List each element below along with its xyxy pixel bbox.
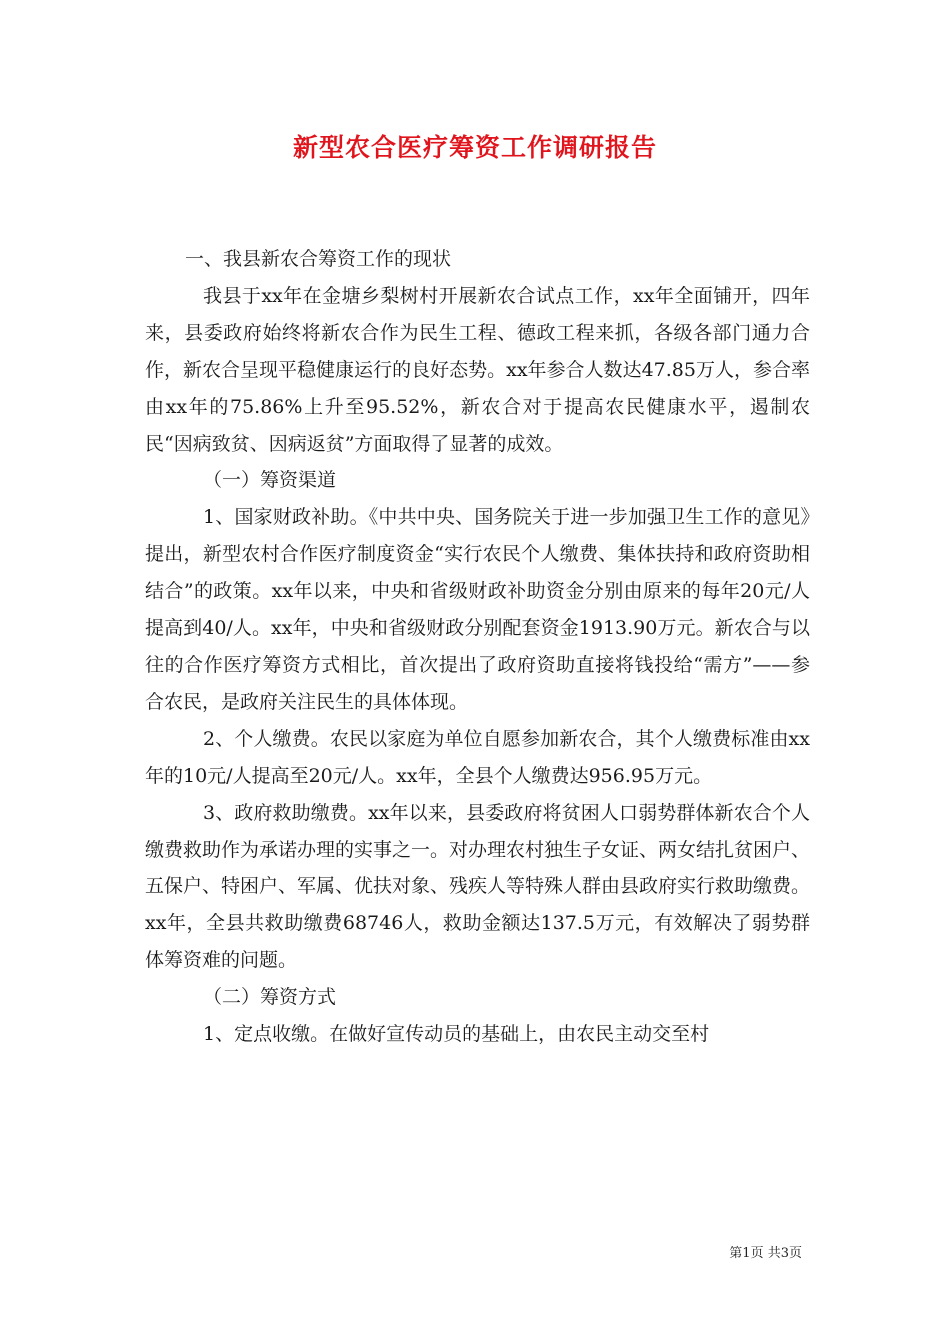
document-body [145,241,810,1053]
total-page-number: 3 [780,1246,789,1261]
paragraph: 2、个人缴费。农民以家庭为单位自愿参加新农合，其个人缴费标准由xx年的10元/人提高至20元/人。xx年，全县个人缴费达956.95万元。 [145,727,810,787]
paragraph: 我县于xx年在金塘乡梨树村开展新农合试点工作，xx年全面铺开，四年来，县委政府始终将新农合作为民生工程、德政工程来抓，各级各部门通力合作，新农合呈现平稳健康运行的良好态势。xx年参合人数达47.85万人，参合率由xx年的75.86%上升至95.52%，新农合对于提高农民健康水平，遏制农民“因病致贫、因病返贫”方面取得了显著的成效。 [145,284,810,455]
paragraph: 1、国家财政补助。《中共中央、国务院关于进一步加强卫生工作的意见》提出，新型农村合作医疗制度资金“实行农民个人缴费、集体扶持和政府资助相结合”的政策。xx年以来，中央和省级财政补助资金分别由原来的每年20元/人提高到40/人。xx年，中央和省级财政分别配套资金1913.90万元。新农合与以往的合作医疗筹资方式相比，首次提出了政府资助直接将钱投给“需方”——参合农民，是政府关注民生的具体体现。 [145,506,810,713]
section-heading: 一、我县新农合筹资工作的现状 [185,248,452,270]
page-label: 第 [729,1246,743,1261]
subsection-heading: （二）筹资方式 [203,986,337,1009]
subsection-heading: （一）筹资渠道 [203,469,337,492]
paragraph: 1、定点收缴。在做好宣传动员的基础上，由农民主动交至村 [203,1023,710,1046]
current-page-number: 1 [742,1246,751,1261]
page-suffix-label: 页 [788,1246,802,1261]
page-number-footer [729,1245,802,1263]
paragraph: 3、政府救助缴费。xx年以来，县委政府将贫困人口弱势群体新农合个人缴费救助作为承诺办理的实事之一。对办理农村独生子女证、两女结扎贫困户、五保户、特困户、军属、优扶对象、残疾人等特殊人群由县政府实行救助缴费。xx年，全县共救助缴费68746人，救助金额达137.5万元，有效解决了弱势群体筹资难的问题。 [145,801,811,972]
page-title: 新型农合医疗筹资工作调研报告 [292,133,657,162]
page-mid-label: 页 共 [750,1246,781,1261]
